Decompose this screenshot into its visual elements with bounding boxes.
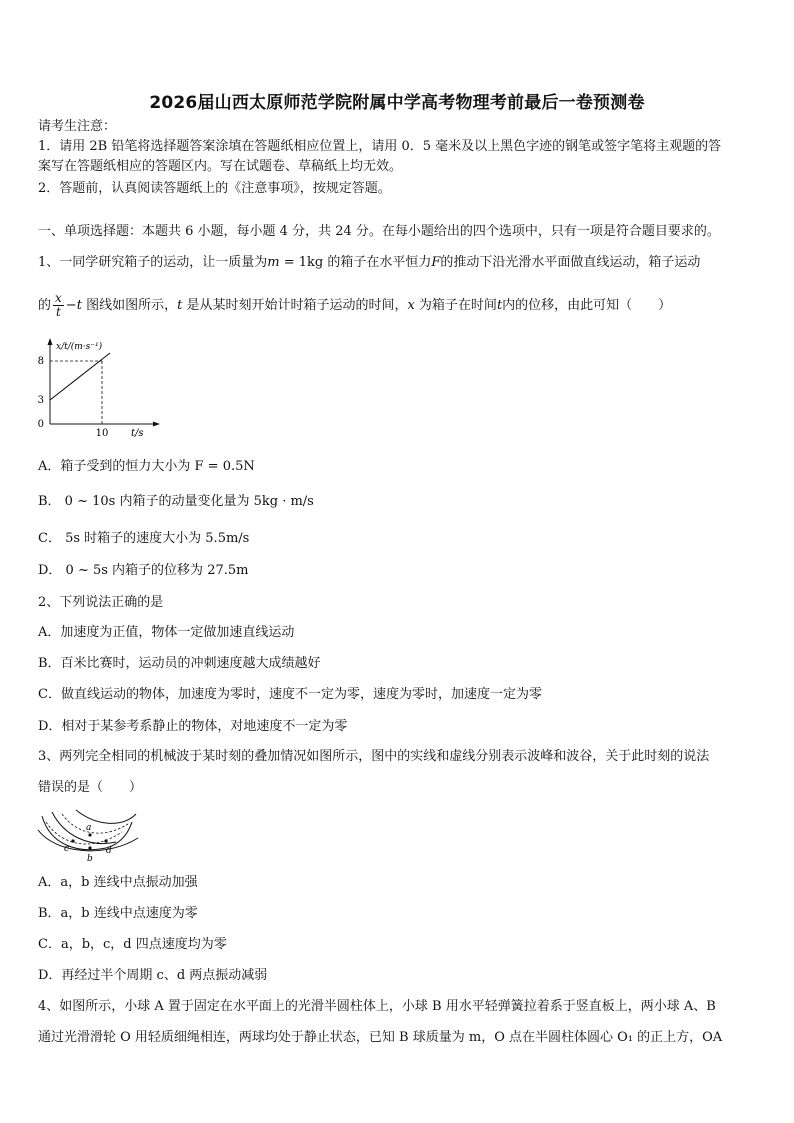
point-d: [104, 839, 107, 842]
q3-option-d: D．再经过半个周期 c、d 两点振动减弱: [38, 968, 268, 983]
q1-var-t: t: [496, 298, 503, 313]
q1-text: 的推动下沿光滑水平面做直线运动，箱子运动: [440, 255, 701, 270]
q4-stem-line-2: 通过光滑滑轮 O 用轻质细绳相连，两球均处于静止状态，已知 B 球质量为 m，O 点在半圆柱体圆心 O₁ 的正上方，OA: [38, 1030, 723, 1045]
q2-option-b: B．百米比赛时，运动员的冲刺速度越大成绩越好: [38, 656, 321, 671]
q2-option-d: D．相对于某参考系静止的物体，对地速度不一定为零: [38, 719, 348, 734]
q1-text: 内的位移，由此可知（ ）: [502, 298, 672, 313]
crest-arc-2: [52, 812, 116, 844]
y-axis-label: x/t/(m·s⁻¹): [56, 342, 103, 352]
trough-arc-2: [62, 814, 128, 833]
q3-option-c: C．a，b，c，d 四点速度均为零: [38, 937, 227, 952]
notice-item-1-line-2: 案写在答题纸相应的答题区内。写在试题卷、草稿纸上均无效。: [38, 159, 403, 174]
point-a: [88, 833, 91, 836]
q1-var-x: x: [407, 298, 415, 313]
origin-label: 0: [37, 419, 44, 430]
q1-option-d: D． 0 ~ 5s 内箱子的位移为 27.5m: [38, 563, 249, 578]
q1-stem-line-2: [38, 290, 760, 322]
point-c: [71, 839, 74, 842]
notice-item-2: 2．答题前，认真阅读答题纸上的《注意事项》，按规定答题。: [38, 181, 391, 196]
q1-stem-line-1: [38, 254, 760, 272]
notice-heading: 请考生注意：: [38, 119, 117, 134]
fraction-numerator: x: [55, 291, 62, 305]
q4-stem-line-1: 4、如图所示，小球 A 置于固定在水平面上的光滑半圆柱体上，小球 B 用水平轻弹簧拉着系于竖直板上，两小球 A、B: [38, 999, 716, 1014]
q1-option-c: C． 5s 时箱子的速度大小为 5.5m/s: [38, 531, 250, 546]
q1-text: 1、一同学研究箱子的运动，让一质量为: [38, 255, 268, 270]
notice-item-1-line-1: 1．请用 2B 铅笔将选择题答案涂填在答题纸相应位置上，请用 0．5 毫米及以上黑色字迹的钢笔或签字笔将主观题的答: [38, 139, 722, 154]
section-heading-single-choice: 一、单项选择题：本题共 6 小题，每小题 4 分，共 24 分。在每小题给出的四个选项中，只有一项是符合题目要求的。: [38, 224, 720, 239]
label-c: c: [64, 844, 70, 854]
q2-option-c: C．做直线运动的物体，加速度为零时，速度不一定为零，速度为零时，加速度一定为零: [38, 687, 542, 702]
x-tick-10: 10: [95, 428, 109, 439]
q3-option-b: B．a，b 连线中点速度为零: [38, 906, 198, 921]
q3-stem-line-2: 错误的是（ ）: [38, 780, 143, 795]
page-title: 2026届山西太原师范学院附属中学高考物理考前最后一卷预测卷: [149, 93, 645, 113]
q1-text: 为箱子在时间: [414, 298, 497, 313]
q2-stem: 2、下列说法正确的是: [38, 595, 164, 610]
q3-stem-line-1: 3、两列完全相同的机械波于某时刻的叠加情况如图所示，图中的实线和虚线分别表示波峰和波谷，关于此时刻的说法: [38, 749, 710, 764]
q1-var-F: F: [431, 255, 441, 270]
crest-arc-3: [76, 810, 136, 823]
point-b: [88, 846, 91, 849]
q1-text: 的: [38, 298, 52, 313]
crest-arc-4: [38, 830, 138, 851]
q1-fraction-x-over-t: [53, 292, 64, 319]
q2-option-a: A．加速度为正值，物体一定做加速直线运动: [38, 625, 295, 640]
fraction-denominator: t: [55, 305, 61, 319]
q3-wave-interference-figure: [36, 808, 142, 866]
x-axis-label: t/s: [131, 428, 144, 439]
q1-var-t: t: [76, 298, 82, 313]
q1-text: 的箱子在水平恒力: [327, 255, 432, 270]
label-d: d: [106, 846, 112, 856]
q1-xt-t-graph: [30, 336, 170, 440]
q1-var-m: m: [267, 255, 280, 270]
q1-option-b: B． 0 ~ 10s 内箱子的动量变化量为 5kg · m/s: [38, 494, 314, 509]
y-tick-3: 3: [37, 395, 44, 406]
q1-text: 是从某时刻开始计时箱子运动的时间，: [182, 298, 408, 313]
q1-option-a: A．箱子受到的恒力大小为 F = 0.5N: [38, 459, 255, 474]
x-axis-arrow: [153, 422, 160, 427]
q1-text: −: [65, 298, 77, 313]
y-axis-arrow: [48, 338, 53, 345]
q1-mass-value: = 1kg: [279, 255, 328, 270]
y-tick-8: 8: [37, 356, 44, 367]
label-b: b: [87, 854, 93, 864]
label-a: a: [86, 823, 92, 833]
q3-option-a: A．a，b 连线中点振动加强: [38, 875, 198, 890]
q1-text: 图线如图所示，: [81, 298, 178, 313]
q1-var-t: t: [177, 298, 183, 313]
data-line: [50, 353, 110, 400]
